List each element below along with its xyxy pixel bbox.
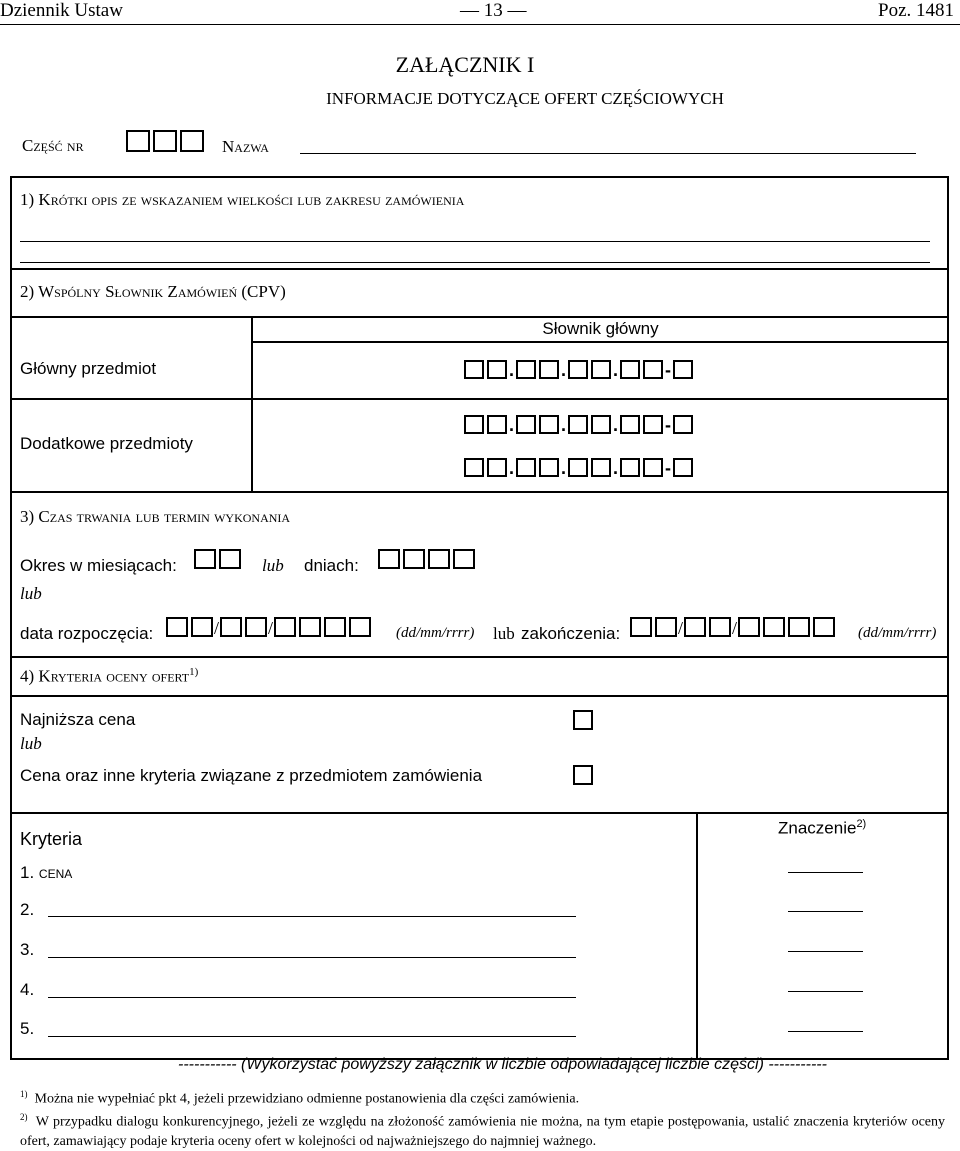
start-date-boxes[interactable]: / /: [166, 617, 371, 639]
criterion-line-3[interactable]: [48, 957, 576, 958]
divider: [10, 268, 949, 270]
criterion-3-number: 3.: [20, 940, 35, 959]
weight-line-3[interactable]: [788, 951, 863, 952]
header-rule: [0, 24, 960, 25]
criterion-2-number: 2.: [20, 900, 35, 919]
lowest-price-label: Najniższa cena: [20, 710, 136, 729]
annex-title: ZAŁĄCZNIK I: [395, 52, 535, 77]
part-label: Część nr: [22, 136, 84, 155]
or-text: lub: [262, 556, 284, 575]
divider: [251, 341, 949, 343]
or-text: lub: [493, 624, 515, 643]
description-line-2[interactable]: [20, 262, 930, 263]
description-line-1[interactable]: [20, 241, 930, 242]
name-input-line[interactable]: [300, 153, 916, 154]
or-text: lub: [20, 734, 42, 753]
price-other-checkbox[interactable]: [573, 765, 593, 787]
position-number: Poz. 1481: [878, 0, 954, 21]
divider: [10, 656, 949, 658]
criterion-5-number: 5.: [20, 1019, 35, 1038]
section-3-title: 3) Czas trwania lub termin wykonania: [20, 507, 291, 526]
footnote-1: $^{1)}$ Można nie wypełniać pkt 4, jeżeli przewidziano odmienne postanowienia dla części zamówienia.: [20, 1089, 580, 1107]
weight-line-4[interactable]: [788, 991, 863, 992]
criterion-line-2[interactable]: [48, 916, 576, 917]
divider: [10, 398, 949, 400]
cpv-code-extra-1[interactable]: . . . -: [464, 415, 693, 436]
price-other-label: Cena oraz inne kryteria związane z przedmiotem zamówienia: [20, 766, 483, 785]
or-text: lub: [20, 584, 42, 603]
days-boxes[interactable]: [378, 549, 475, 571]
weight-header: Znaczenie$^{2)}$: [778, 818, 867, 838]
weight-column-divider: [696, 812, 698, 1058]
journal-title: Dziennik Ustaw: [0, 0, 123, 21]
page-number: — 13 —: [460, 0, 527, 21]
criterion-1: 1. cena: [20, 863, 73, 882]
section-1-title: 1) Krótki opis ze wskazaniem wielkości lub zakresu zamówienia: [20, 190, 465, 209]
weight-line-5[interactable]: [788, 1031, 863, 1032]
usage-note: ----------- (Wykorzystać powyższy załącznik w liczbie odpowiadającej liczbie części) -----------: [178, 1056, 827, 1073]
criterion-line-5[interactable]: [48, 1036, 576, 1037]
date-format-hint: (dd/mm/rrrr): [396, 625, 475, 641]
end-date-boxes[interactable]: / /: [630, 617, 835, 639]
part-number-boxes[interactable]: [126, 130, 204, 154]
criterion-line-4[interactable]: [48, 997, 576, 998]
divider: [10, 491, 949, 493]
cpv-code-main[interactable]: . . . -: [464, 360, 693, 381]
lowest-price-checkbox[interactable]: [573, 710, 593, 732]
end-date-label: zakończenia:: [521, 624, 621, 643]
divider: [10, 316, 949, 318]
divider: [10, 812, 949, 814]
footnote-2: $^{2)}$ W przypadku dialogu konkurencyjnego, jeżeli ze względu na złożoność zamówienia nie można, na tym etapie postępowania, ustalić znaczenia kryteriów oceny ofert, zamawiający podaje kryteria oceny ofert w kolejności od najważniejszego do najmniej ważnego.: [20, 1112, 946, 1149]
weight-line-1[interactable]: [788, 872, 863, 873]
extra-subjects-label: Dodatkowe przedmioty: [20, 434, 193, 453]
criteria-header: Kryteria: [20, 829, 83, 849]
divider: [10, 695, 949, 697]
start-date-label: data rozpoczęcia:: [20, 624, 154, 643]
months-label: Okres w miesiącach:: [20, 556, 177, 575]
days-label: dniach:: [304, 556, 359, 575]
cpv-column-header: Słownik główny: [542, 319, 659, 338]
section-2-title: 2) Wspólny Słownik Zamówień (CPV): [20, 282, 286, 301]
annex-subtitle: INFORMACJE DOTYCZĄCE OFERT CZĘŚCIOWYCH: [326, 89, 724, 108]
date-format-hint: (dd/mm/rrrr): [858, 625, 937, 641]
name-label: Nazwa: [222, 137, 269, 156]
weight-line-2[interactable]: [788, 911, 863, 912]
months-boxes[interactable]: [194, 549, 241, 571]
section-4-title: 4) Kryteria oceny ofert$^{1)}$: [20, 666, 199, 686]
main-subject-label: Główny przedmiot: [20, 359, 157, 378]
criterion-4-number: 4.: [20, 980, 35, 999]
cpv-code-extra-2[interactable]: . . . -: [464, 458, 693, 479]
